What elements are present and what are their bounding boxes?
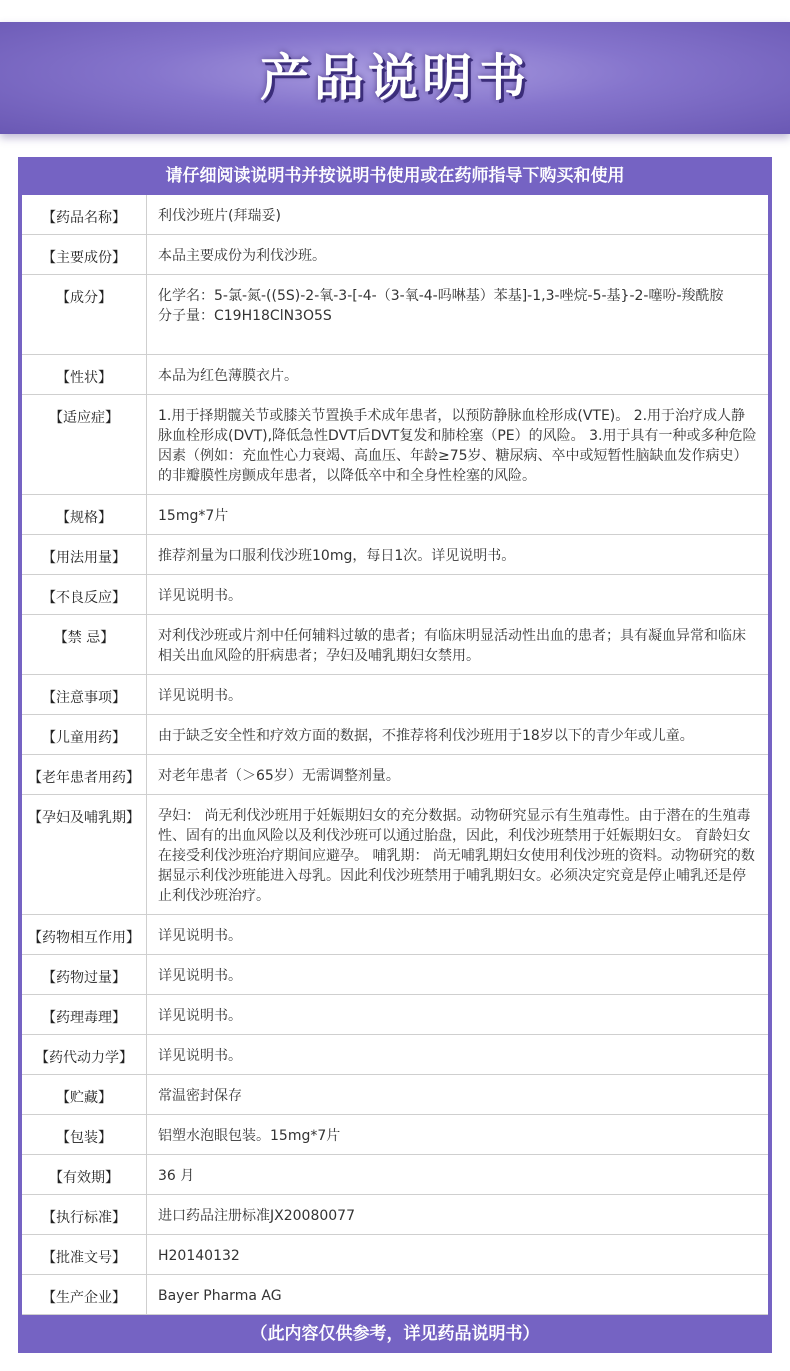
row-value <box>158 235 758 266</box>
row-value <box>158 195 758 226</box>
table-row <box>22 1035 768 1075</box>
row-value <box>158 495 758 526</box>
row-value-line: 1.用于择期髋关节或膝关节置换手术成年患者，以预防静脉血栓形成(VTE)。 2.用于治疗成人静脉血栓形成(DVT),降低急性DVT后DVT复发和肺栓塞（PE）的风险。 3.用于具有一种或多种危险因素（例如：充血性心力衰竭、高血压、年龄≥75岁、糖尿病、卒中或短暂性脑缺血发作病史）的非瓣膜性房颤成年患者，以降低卒中和全身性栓塞的风险。 <box>158 408 757 484</box>
table-row <box>22 1115 768 1155</box>
table-row <box>22 495 768 535</box>
row-value <box>158 755 758 786</box>
table-row <box>22 755 768 795</box>
table-row <box>22 355 768 395</box>
row-value-line: 15mg*7片 <box>158 508 229 524</box>
row-value <box>158 715 758 746</box>
row-label: 【包装】 <box>22 1115 147 1154</box>
row-label: 【孕妇及哺乳期】 <box>22 795 147 914</box>
row-value <box>158 1075 758 1106</box>
table-row <box>22 1275 768 1315</box>
row-value <box>158 675 758 706</box>
row-value <box>158 275 758 326</box>
page-title: 产品说明书 <box>260 49 530 107</box>
row-value-line: 对利伐沙班或片剂中任何辅料过敏的患者；有临床明显活动性出血的患者；具有凝血异常和临床相关出血风险的肝病患者；孕妇及哺乳期妇女禁用。 <box>158 628 746 664</box>
instructions-frame <box>18 157 772 1353</box>
row-value <box>158 995 758 1026</box>
row-label: 【药代动力学】 <box>22 1035 147 1074</box>
row-label: 【儿童用药】 <box>22 715 147 754</box>
table-row <box>22 235 768 275</box>
row-label: 【禁 忌】 <box>22 615 147 674</box>
row-label: 【药物过量】 <box>22 955 147 994</box>
row-value <box>158 355 758 386</box>
table-row <box>22 615 768 675</box>
row-label: 【适应症】 <box>22 395 147 494</box>
row-label: 【性状】 <box>22 355 147 394</box>
row-value-line: 由于缺乏安全性和疗效方面的数据，不推荐将利伐沙班用于18岁以下的青少年或儿童。 <box>158 728 694 744</box>
info-table <box>22 195 768 1315</box>
row-label: 【用法用量】 <box>22 535 147 574</box>
row-value <box>158 1275 758 1306</box>
row-value-line: 本品主要成份为利伐沙班。 <box>158 248 326 264</box>
row-label: 【规格】 <box>22 495 147 534</box>
notice-bar: 请仔细阅读说明书并按说明书使用或在药师指导下购买和使用 <box>165 166 625 186</box>
row-value <box>158 955 758 986</box>
row-value <box>158 795 758 906</box>
table-row <box>22 915 768 955</box>
header-banner <box>0 22 790 134</box>
row-value <box>158 1235 758 1266</box>
row-value-line: 常温密封保存 <box>158 1088 242 1104</box>
footer-note: （此内容仅供参考，详见药品说明书） <box>250 1324 540 1344</box>
row-label: 【注意事项】 <box>22 675 147 714</box>
table-row <box>22 395 768 495</box>
table-row <box>22 795 768 915</box>
table-row <box>22 195 768 235</box>
table-row <box>22 1195 768 1235</box>
row-value-line: 分子量：C19H18ClN3O5S <box>158 308 332 324</box>
table-row <box>22 675 768 715</box>
row-value <box>158 915 758 946</box>
row-value-line: 进口药品注册标准JX20080077 <box>158 1208 355 1224</box>
row-label: 【批准文号】 <box>22 1235 147 1274</box>
row-value-line: 化学名：5-氯-氮-((5S)-2-氧-3-[-4-（3-氧-4-吗啉基）苯基]-1,3-唑烷-5-基}-2-噻吩-羧酰胺 <box>158 288 724 304</box>
row-value-line: 详见说明书。 <box>158 688 242 704</box>
row-value-line: 推荐剂量为口服利伐沙班10mg，每日1次。详见说明书。 <box>158 548 516 564</box>
row-value-line: 详见说明书。 <box>158 928 242 944</box>
row-value <box>158 395 758 486</box>
row-value <box>158 1155 758 1186</box>
row-value-line: 本品为红色薄膜衣片。 <box>158 368 298 384</box>
table-row <box>22 1155 768 1195</box>
row-label: 【生产企业】 <box>22 1275 147 1314</box>
row-label: 【主要成份】 <box>22 235 147 274</box>
table-row <box>22 995 768 1035</box>
row-value-line: 详见说明书。 <box>158 968 242 984</box>
row-value <box>158 615 758 666</box>
table-row <box>22 575 768 615</box>
table-row <box>22 715 768 755</box>
row-label: 【药品名称】 <box>22 195 147 234</box>
row-value-line: 利伐沙班片(拜瑞妥) <box>158 208 281 224</box>
table-row <box>22 1235 768 1275</box>
row-label: 【药物相互作用】 <box>22 915 147 954</box>
row-value-line: 36 月 <box>158 1168 195 1184</box>
row-value <box>158 575 758 606</box>
table-row <box>22 955 768 995</box>
row-value <box>158 1035 758 1066</box>
row-value <box>158 535 758 566</box>
table-row <box>22 1075 768 1115</box>
row-value-line: 对老年患者（＞65岁）无需调整剂量。 <box>158 768 400 784</box>
row-value <box>158 1195 758 1226</box>
row-value-line: 详见说明书。 <box>158 588 242 604</box>
row-label: 【药理毒理】 <box>22 995 147 1034</box>
row-value-line: Bayer Pharma AG <box>158 1288 282 1304</box>
row-label: 【有效期】 <box>22 1155 147 1194</box>
row-label: 【不良反应】 <box>22 575 147 614</box>
table-row <box>22 535 768 575</box>
row-label: 【老年患者用药】 <box>22 755 147 794</box>
row-value <box>158 1115 758 1146</box>
row-value-line: H20140132 <box>158 1248 240 1264</box>
row-label: 【贮藏】 <box>22 1075 147 1114</box>
row-label: 【成分】 <box>22 275 147 354</box>
row-value-line: 铝塑水泡眼包装。15mg*7片 <box>158 1128 341 1144</box>
row-value-line: 孕妇： 尚无利伐沙班用于妊娠期妇女的充分数据。动物研究显示有生殖毒性。由于潜在的生殖毒性、固有的出血风险以及利伐沙班可以通过胎盘，因此，利伐沙班禁用于妊娠期妇女。 育龄妇女在接受利伐沙班治疗期间应避孕。 哺乳期： 尚无哺乳期妇女使用利伐沙班的资料。动物研究的数据显示利伐沙班能进入母乳。因此利伐沙班禁用于哺乳期妇女。必须决定究竟是停止哺乳还是停止利伐沙班治疗。 <box>158 808 755 904</box>
row-label: 【执行标准】 <box>22 1195 147 1234</box>
row-value-line: 详见说明书。 <box>158 1008 242 1024</box>
table-row <box>22 275 768 355</box>
row-value-line: 详见说明书。 <box>158 1048 242 1064</box>
